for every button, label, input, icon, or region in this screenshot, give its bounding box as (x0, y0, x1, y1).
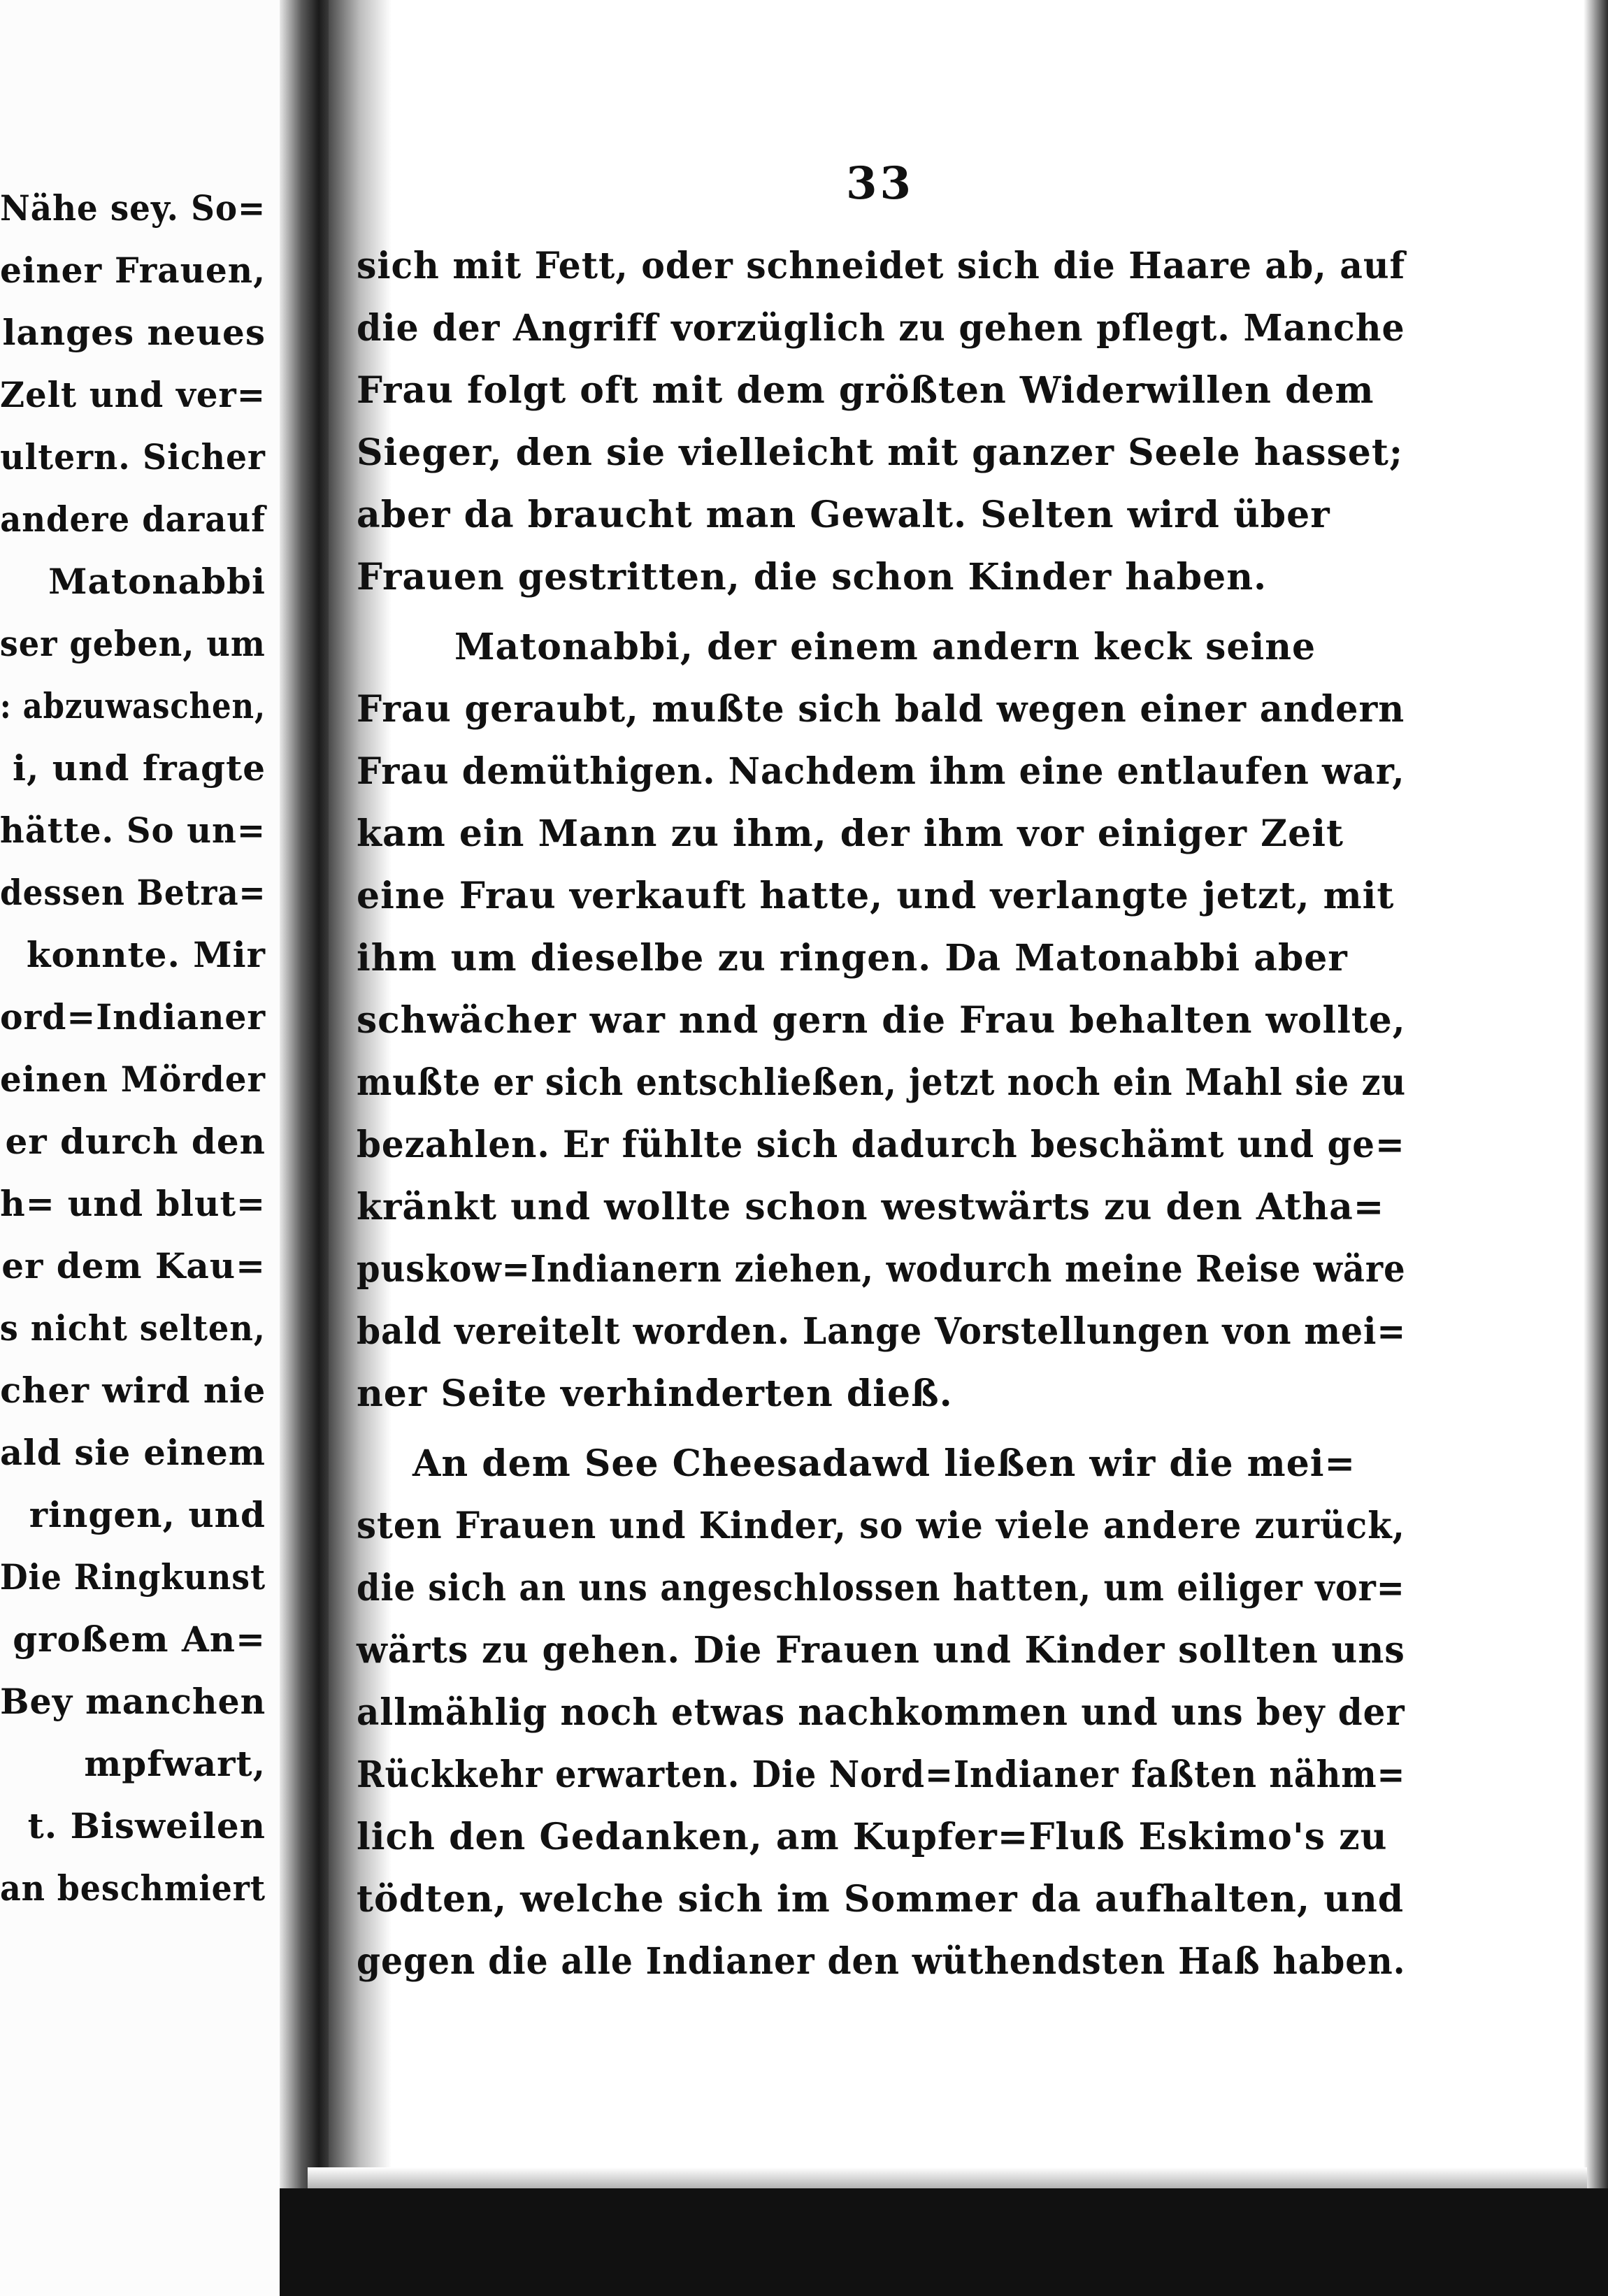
text-line: eine Frau verkauft hatte, und verlangte jetzt, mit (357, 875, 1395, 917)
text-line: Frauen gestritten, die schon Kinder haben. (357, 556, 1268, 598)
left-line: Nähe sey. So= (0, 187, 266, 229)
text-line: wärts zu gehen. Die Frauen und Kinder sollten uns (357, 1629, 1405, 1672)
left-line: er dem Kau= (1, 1245, 266, 1286)
text-line: puskow=Indianern ziehen, wodurch meine Reise wäre (357, 1248, 1406, 1291)
left-line: einen Mörder (0, 1059, 266, 1100)
left-line: an beschmiert (0, 1867, 266, 1909)
left-line: : abzuwaschen, (0, 685, 266, 726)
text-line: die der Angriff vorzüglich zu gehen pflegt. Manche (357, 307, 1405, 350)
text-line: Frau geraubt, mußte sich bald wegen einer andern (357, 688, 1405, 731)
text-line: sten Frauen und Kinder, so wie viele andere zurück, (357, 1505, 1405, 1547)
text-line: lich den Gedanken, am Kupfer=Fluß Eskimo's zu (357, 1816, 1388, 1858)
left-line: cher wird nie (0, 1370, 266, 1411)
text-line: mußte er sich entschließen, jetzt noch ein Mahl sie zu (357, 1061, 1407, 1104)
left-line: Zelt und ver= (0, 374, 266, 415)
left-line: dessen Betra= (0, 872, 266, 913)
left-line: Die Ringkunst (0, 1556, 266, 1598)
text-line: Rückkehr erwarten. Die Nord=Indianer faßten nähm= (357, 1753, 1406, 1796)
left-line: hätte. So un= (0, 810, 266, 851)
left-line: mpfwart, (84, 1743, 266, 1784)
left-line: ald sie einem (0, 1432, 266, 1473)
text-line: bezahlen. Er fühlte sich dadurch beschämt und ge= (357, 1124, 1405, 1166)
left-line: er durch den (5, 1121, 266, 1162)
left-line: h= und blut= (0, 1183, 266, 1224)
text-line: ner Seite verhinderten dieß. (357, 1372, 953, 1415)
text-line: allmählig noch etwas nachkommen und uns bey der (357, 1691, 1405, 1734)
left-line: i, und fragte (13, 747, 266, 789)
left-line: konnte. Mir (26, 934, 266, 975)
left-line: andere darauf (0, 498, 266, 540)
text-line: Frau folgt oft mit dem größten Widerwillen dem (357, 369, 1374, 412)
text-line: schwächer war nnd gern die Frau behalten wollte, (357, 999, 1406, 1042)
left-line: langes neues (2, 312, 266, 353)
left-line: ser geben, um (0, 623, 266, 664)
left-page (0, 0, 280, 2296)
text-line: Matonabbi, der einem andern keck seine (454, 626, 1316, 668)
text-line: ihm um dieselbe zu ringen. Da Matonabbi aber (357, 937, 1348, 980)
text-line: bald vereitelt worden. Lange Vorstellungen von mei= (357, 1310, 1407, 1353)
book-gutter-shadow (280, 0, 329, 2296)
text-line: tödten, welche sich im Sommer da aufhalten, und (357, 1878, 1405, 1921)
left-line: Matonabbi (48, 561, 266, 602)
text-line: Frau demüthigen. Nachdem ihm eine entlaufen war, (357, 750, 1405, 793)
text-line: sich mit Fett, oder schneidet sich die Haare ab, auf (357, 245, 1406, 287)
text-line: aber da braucht man Gewalt. Selten wird über (357, 494, 1330, 536)
text-line: kam ein Mann zu ihm, der ihm vor einiger Zeit (357, 812, 1344, 855)
left-line: s nicht selten, (0, 1307, 266, 1349)
left-line: großem An= (13, 1619, 266, 1660)
text-line: kränkt und wollte schon westwärts zu den Atha= (357, 1186, 1385, 1228)
page-edge-shadow (1584, 0, 1608, 2296)
scan-bottom-border (280, 2188, 1608, 2296)
text-line: die sich an uns angeschlossen hatten, um eiliger vor= (357, 1567, 1405, 1609)
page-number: 33 (846, 157, 914, 210)
left-line: t. Bisweilen (27, 1805, 266, 1846)
left-line: ultern. Sicher (0, 436, 266, 478)
left-line: einer Frauen, (0, 250, 266, 291)
text-line: Sieger, den sie vielleicht mit ganzer Seele hasset; (357, 431, 1404, 474)
left-line: ord=Indianer (0, 996, 266, 1038)
left-line: Bey manchen (0, 1681, 266, 1722)
text-line: An dem See Cheesadawd ließen wir die mei= (412, 1442, 1356, 1485)
text-line: gegen die alle Indianer den wüthendsten Haß haben. (357, 1940, 1406, 1983)
left-line: ringen, und (29, 1494, 266, 1535)
